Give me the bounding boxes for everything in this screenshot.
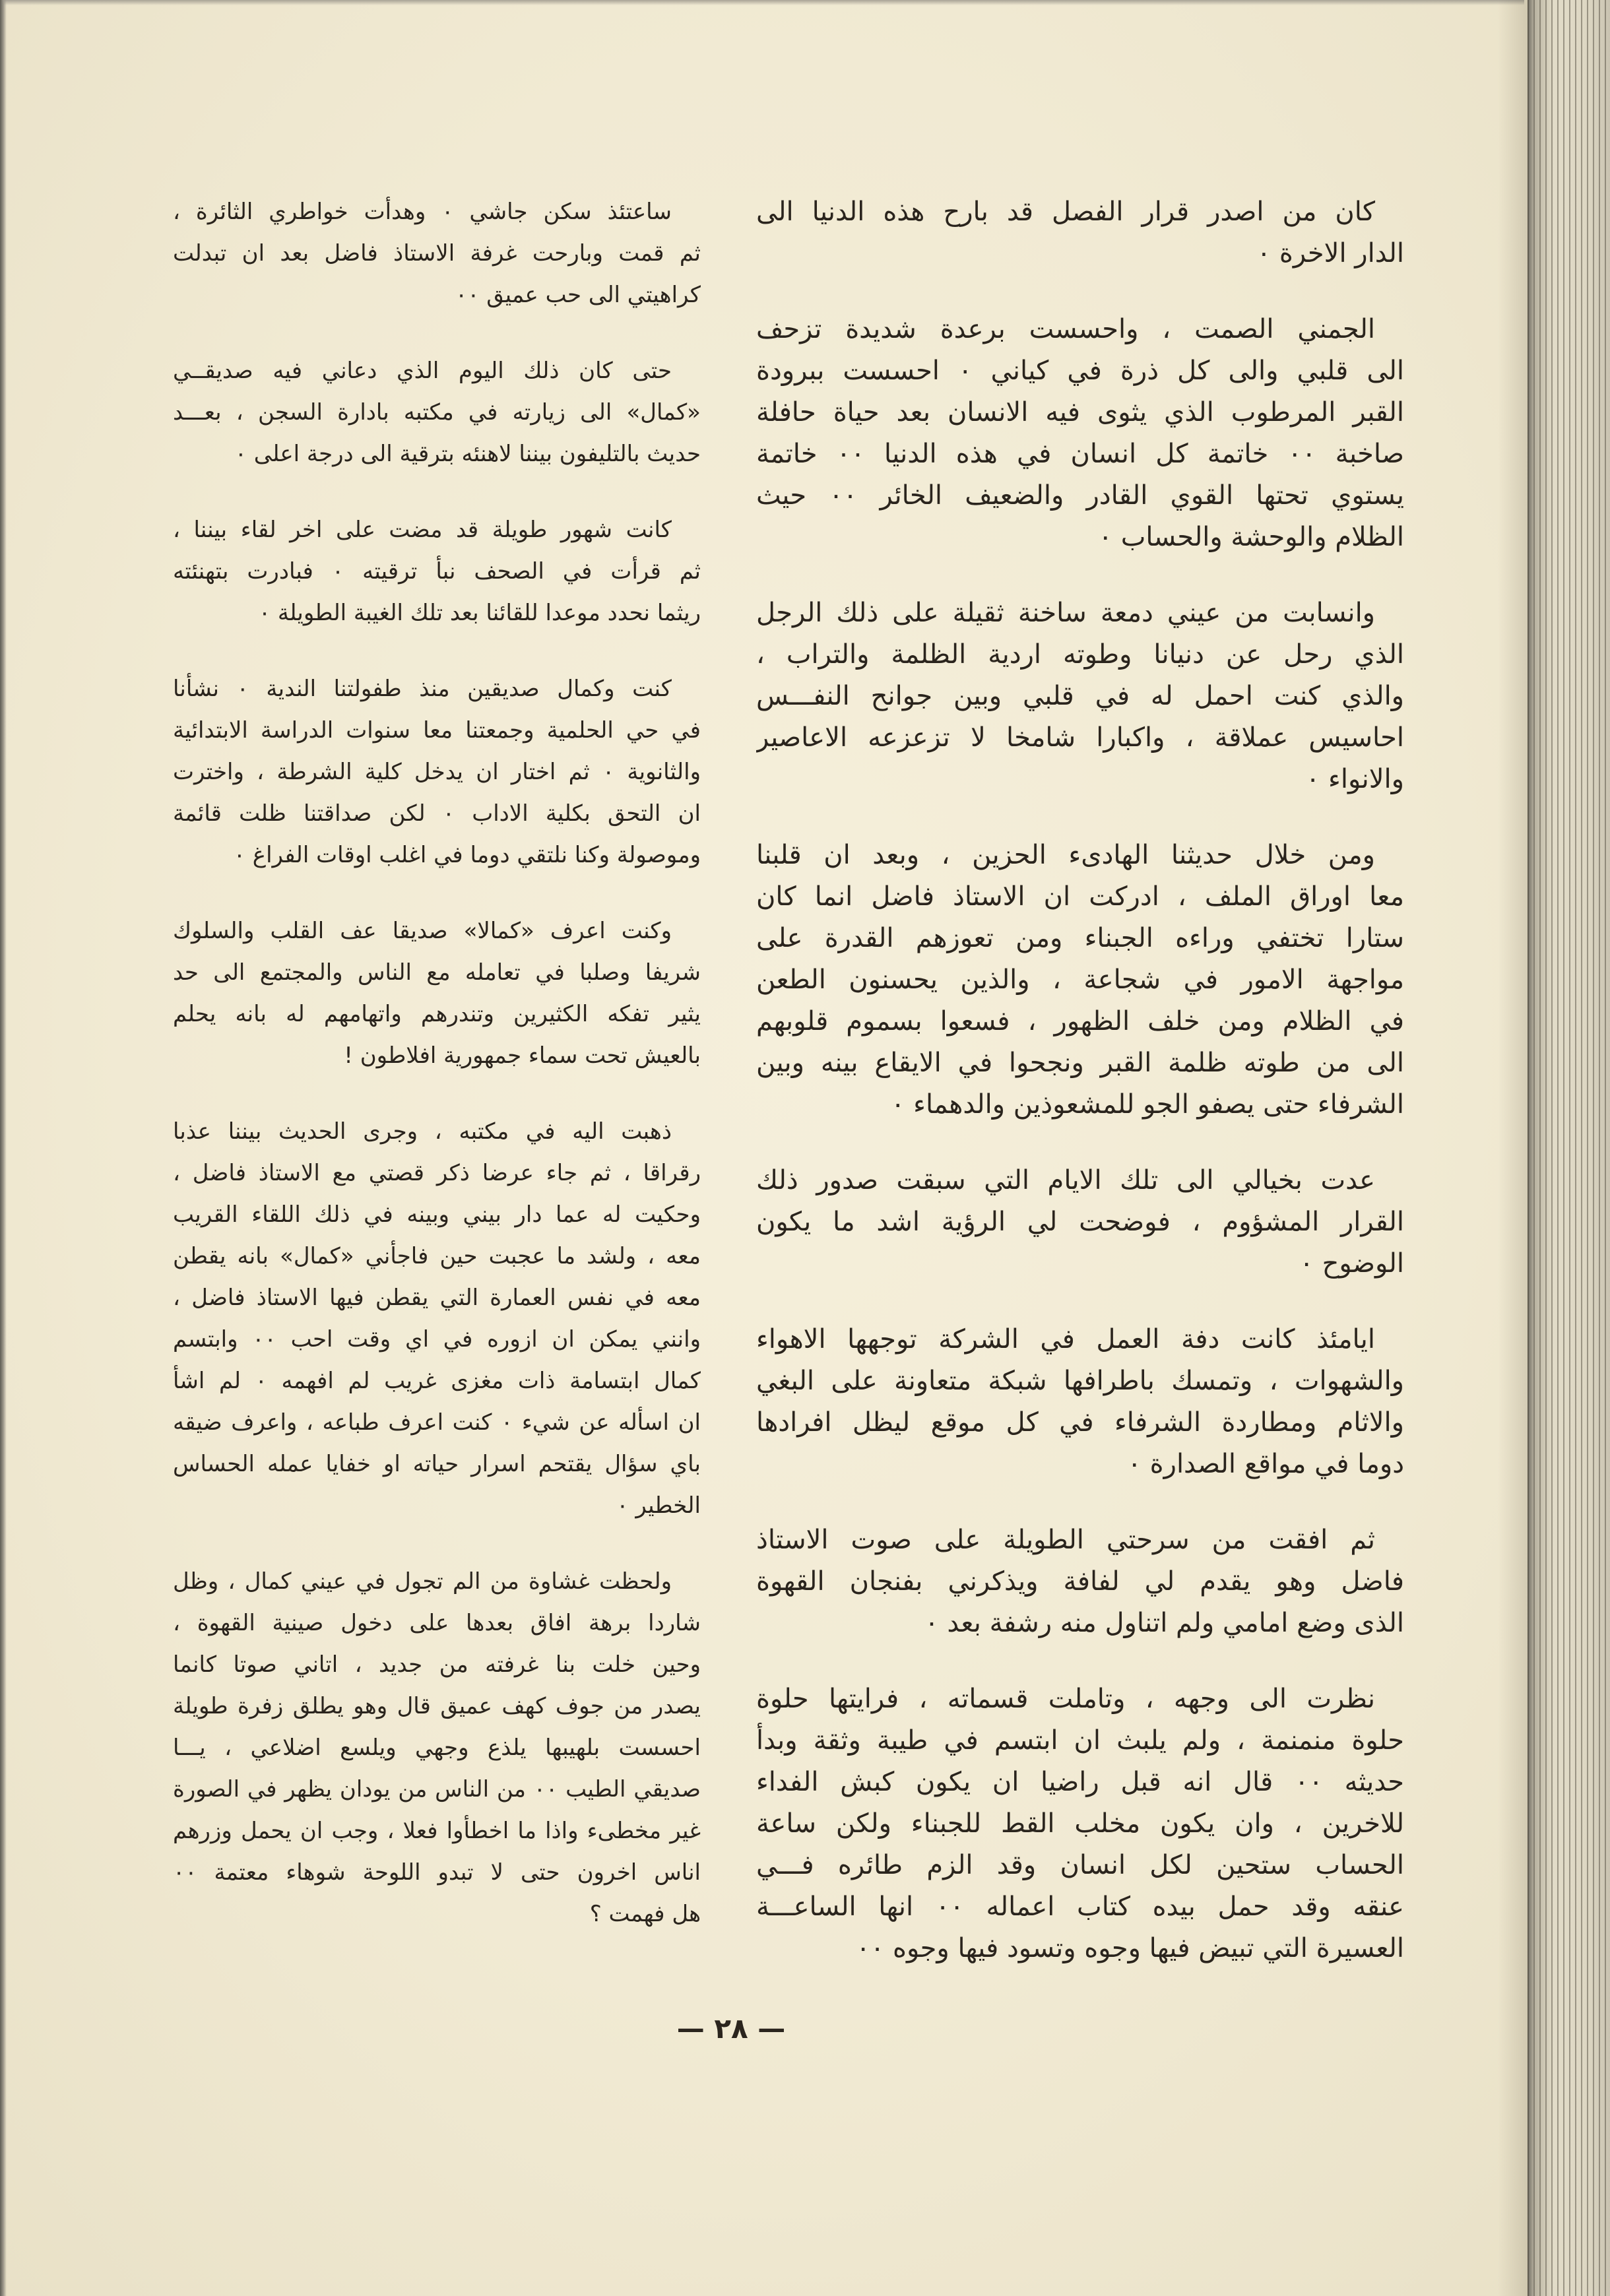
- binding-shadow: [1498, 0, 1528, 2296]
- text-line: والثانوية ٠ ثم اختار ان يدخل كلية الشرطة ، واخترت: [173, 759, 701, 785]
- paragraph: [173, 191, 701, 316]
- text-line: وكنت اعرف «كمالا» صديقا عف القلب والسلوك: [173, 918, 672, 944]
- paragraph: [756, 1519, 1404, 1644]
- text-line: في الظلام ومن خلف الظهور ، فسعوا بسموم قلوبهم: [756, 1006, 1404, 1036]
- text-line: وانني يمكن ان ازوره في اي وقت احب ٠٠ وابتسم: [173, 1326, 701, 1353]
- text-line: الدار الاخرة ٠: [1256, 238, 1404, 269]
- text-line: ان اسأله عن شيء ٠ كنت اعرف طباعه ، واعرف ضيقه: [173, 1409, 701, 1436]
- left-column: [173, 191, 701, 1969]
- text-line: فاضل وهو يقدم لي لفافة ويذكرني بفنجان القهوة: [756, 1566, 1404, 1597]
- text-line: القبر المرطوب الذي يثوى فيه الانسان بعد حياة حافلة: [756, 397, 1404, 428]
- text-line: معا اوراق الملف ، ادركت ان الاستاذ فاضل انما كان: [756, 881, 1404, 912]
- text-line: شريفا وصلبا في تعامله مع الناس والمجتمع الى حد: [173, 959, 701, 986]
- text-line: الى من طوته ظلمة القبر ونجحوا في الايقاع بينه وبين: [756, 1048, 1404, 1078]
- text-line: ذهبت اليه في مكتبه ، وجرى الحديث بيننا عذبا: [173, 1118, 672, 1145]
- paragraph: [173, 1561, 701, 1935]
- paragraph: [756, 1678, 1404, 1969]
- text-line: دوما في مواقع الصدارة ٠: [1127, 1449, 1404, 1479]
- paragraph: [756, 1319, 1404, 1485]
- text-line: الوضوح ٠: [1299, 1248, 1404, 1279]
- text-line: ثم قرأت في الصحف نبأ ترقيته ٠ فبادرت بتهنئته: [173, 558, 701, 585]
- page-stack-edge: [1528, 0, 1610, 2296]
- text-line: للاخرين ، وان يكون مخلب القط للجبناء ولكن ساعة: [756, 1808, 1404, 1839]
- text-line: ولحظت غشاوة من الم تجول في عيني كمال ، وظل: [173, 1568, 672, 1595]
- text-line: الذي رحل عن دنيانا وطوته اردية الظلمة والتراب ،: [756, 639, 1404, 670]
- text-line: اناس اخرون حتى لا تبدو اللوحة شوهاء معتمة ٠٠: [173, 1859, 701, 1886]
- text-line: كنت وكمال صديقين منذ طفولتنا الندية ٠ نشأنا: [173, 676, 672, 702]
- text-line: نظرت الى وجهه ، وتاملت قسماته ، فرايتها حلوة: [756, 1684, 1375, 1714]
- text-line: وانسابت من عيني دمعة ساخنة ثقيلة على ذلك الرجل: [756, 598, 1375, 628]
- text-line: القرار المشؤوم ، فوضحت لي الرؤية اشد ما يكون: [756, 1207, 1404, 1237]
- paragraph: [756, 592, 1404, 800]
- text-line: الذى وضع امامي ولم اتناول منه رشفة بعد ٠: [924, 1608, 1404, 1638]
- paragraph: [173, 509, 701, 634]
- text-line: احسست بلهيبها يلذع وجهي ويلسع اضلاعي ، يـــا: [173, 1735, 701, 1761]
- text-line: كراهيتي الى حب عميق ٠٠: [455, 282, 701, 308]
- text-line: ايامئذ كانت دفة العمل في الشركة توجهها الاهواء: [756, 1324, 1375, 1355]
- page-number: — ٢٨ —: [676, 2012, 786, 2045]
- text-line: الجمني الصمت ، واحسست برعدة شديدة تزحف: [756, 314, 1375, 344]
- text-line: ثم افقت من سرحتي الطويلة على صوت الاستاذ: [756, 1525, 1375, 1555]
- text-line: يثير تفكه الكثيرين وتندرهم واتهامهم له بانه يحلم: [173, 1001, 701, 1027]
- text-line: ساعتئذ سكن جاشي ٠ وهدأت خواطري الثائرة ،: [173, 199, 672, 225]
- text-line: صديقي الطيب ٠٠ من الناس من يودان يظهر في الصورة: [173, 1776, 701, 1802]
- text-line: غير مخطىء واذا ما اخطأوا فعلا ، وجب ان يحمل وزرهم: [173, 1818, 701, 1844]
- text-line: معه ، ولشد ما عجبت حين فاجأني «كمال» بانه يقطن: [173, 1243, 701, 1269]
- right-column: [756, 191, 1404, 2004]
- text-line: عنقه وقد حمل بيده كتاب اعماله ٠٠ انها الساعـــة: [756, 1892, 1404, 1922]
- text-line: والذي كنت احمل له في قلبي وبين جوانح النفـــس: [756, 681, 1404, 711]
- text-line: صاخبة ٠٠ خاتمة كل انسان في هذه الدنيا ٠٠ خاتمة: [756, 439, 1404, 469]
- text-line: باي سؤال يقتحم اسرار حياته او خفايا عمله الحساس: [173, 1451, 701, 1477]
- paragraph: [173, 350, 701, 475]
- text-line: الظلام والوحشة والحساب ٠: [1098, 522, 1404, 552]
- text-line: وموصولة وكنا نلتقي دوما في اغلب اوقات الفراغ ٠: [233, 842, 701, 868]
- text-line: والشهوات ، وتمسك باطرافها شبكة متعاونة على البغي: [756, 1366, 1404, 1396]
- text-line: بالعيش تحت سماء جمهورية افلاطون !: [344, 1042, 701, 1069]
- paragraph: [173, 1111, 701, 1527]
- text-line: يستوي تحتها القوي القادر والضعيف الخائر ٠٠ حيث: [756, 480, 1404, 511]
- text-line: حتى كان ذلك اليوم الذي دعاني فيه صديقــي: [173, 358, 672, 384]
- text-line: حديث بالتليفون بيننا لاهنئه بترقية الى درجة اعلى ٠: [234, 441, 701, 467]
- text-line: الى قلبي والى كل ذرة في كياني ٠ احسست ببرودة: [756, 356, 1404, 386]
- text-line: حلوة منمنمة ، ولم يلبث ان ابتسم في طيبة وثقة وبدأ: [756, 1725, 1404, 1756]
- text-line: كان من اصدر قرار الفصل قد بارح هذه الدنيا الى: [756, 197, 1375, 227]
- text-line: ستارا تختفي وراءه الجبناء ومن تعوزهم القدرة على: [756, 923, 1404, 953]
- text-line: وحكيت له عما دار بيني وبينه في ذلك اللقاء القريب: [173, 1201, 701, 1228]
- text-line: احاسيس عملاقة ، واكبارا شامخا لا تزعزعه الاعاصير: [756, 722, 1404, 753]
- text-line: كانت شهور طويلة قد مضت على اخر لقاء بيننا ،: [173, 517, 672, 543]
- text-line: معه في نفس العمارة التي يقطن فيها الاستاذ فاضل ،: [173, 1285, 701, 1311]
- paragraph: [173, 910, 701, 1077]
- text-line: عدت بخيالي الى تلك الايام التي سبقت صدور ذلك: [756, 1165, 1375, 1196]
- text-line: العسيرة التي تبيض فيها وجوه وتسود فيها وجوه ٠٠: [856, 1933, 1404, 1963]
- text-line: الخطير ٠: [616, 1492, 701, 1519]
- text-line: حديثه ٠٠ قال انه قبل راضيا ان يكون كبش الفداء: [756, 1767, 1404, 1797]
- text-line: مواجهة الامور في شجاعة ، والذين يحسنون الطعن: [756, 965, 1404, 995]
- text-line: الحساب ستحين لكل انسان وقد الزم طائره فـــي: [756, 1850, 1404, 1880]
- paragraph: [756, 309, 1404, 558]
- text-line: ريثما نحدد موعدا للقائنا بعد تلك الغيبة الطويلة ٠: [258, 600, 701, 626]
- text-line: في حي الحلمية وجمعتنا معا سنوات الدراسة الابتدائية: [173, 717, 701, 744]
- scan-edge-top: [0, 0, 1524, 5]
- paragraph: [173, 668, 701, 876]
- paragraph: [756, 191, 1404, 274]
- text-line: هل فهمت ؟: [589, 1901, 701, 1927]
- text-line: الشرفاء حتى يصفو الجو للمشعوذين والدهماء ٠: [890, 1089, 1404, 1120]
- text-line: ومن خلال حديثنا الهادىء الحزين ، وبعد ان قلبنا: [756, 840, 1375, 870]
- text-line: والاثام ومطاردة الشرفاء في كل موقع ليظل افرادها: [756, 1407, 1404, 1438]
- text-line: ثم قمت وبارحت غرفة الاستاذ فاضل بعد ان تبدلت: [173, 240, 701, 267]
- text-line: «كمال» الى زيارته في مكتبه بادارة السجن ، بعـــد: [173, 399, 701, 426]
- text-line: يصدر من جوف كهف عميق قال وهو يطلق زفرة طويلة: [173, 1693, 701, 1719]
- scan-edge-left: [0, 0, 7, 2296]
- paragraph: [756, 1160, 1404, 1285]
- paragraph: [756, 835, 1404, 1126]
- text-line: ان التحق بكلية الاداب ٠ لكن صداقتنا ظلت قائمة: [173, 800, 701, 827]
- text-line: رقراقا ، ثم جاء عرضا ذكر قصتي مع الاستاذ فاضل ،: [173, 1160, 701, 1186]
- text-line: وحين خلت بنا غرفته من جديد ، اتاني صوتا كانما: [173, 1651, 701, 1678]
- text-line: شاردا برهة افاق بعدها على دخول صينية القهوة ،: [173, 1610, 701, 1636]
- text-line: والانواء ٠: [1305, 764, 1404, 794]
- text-line: كمال ابتسامة ذات مغزى غريب لم افهمه ٠ لم اشأ: [173, 1368, 701, 1394]
